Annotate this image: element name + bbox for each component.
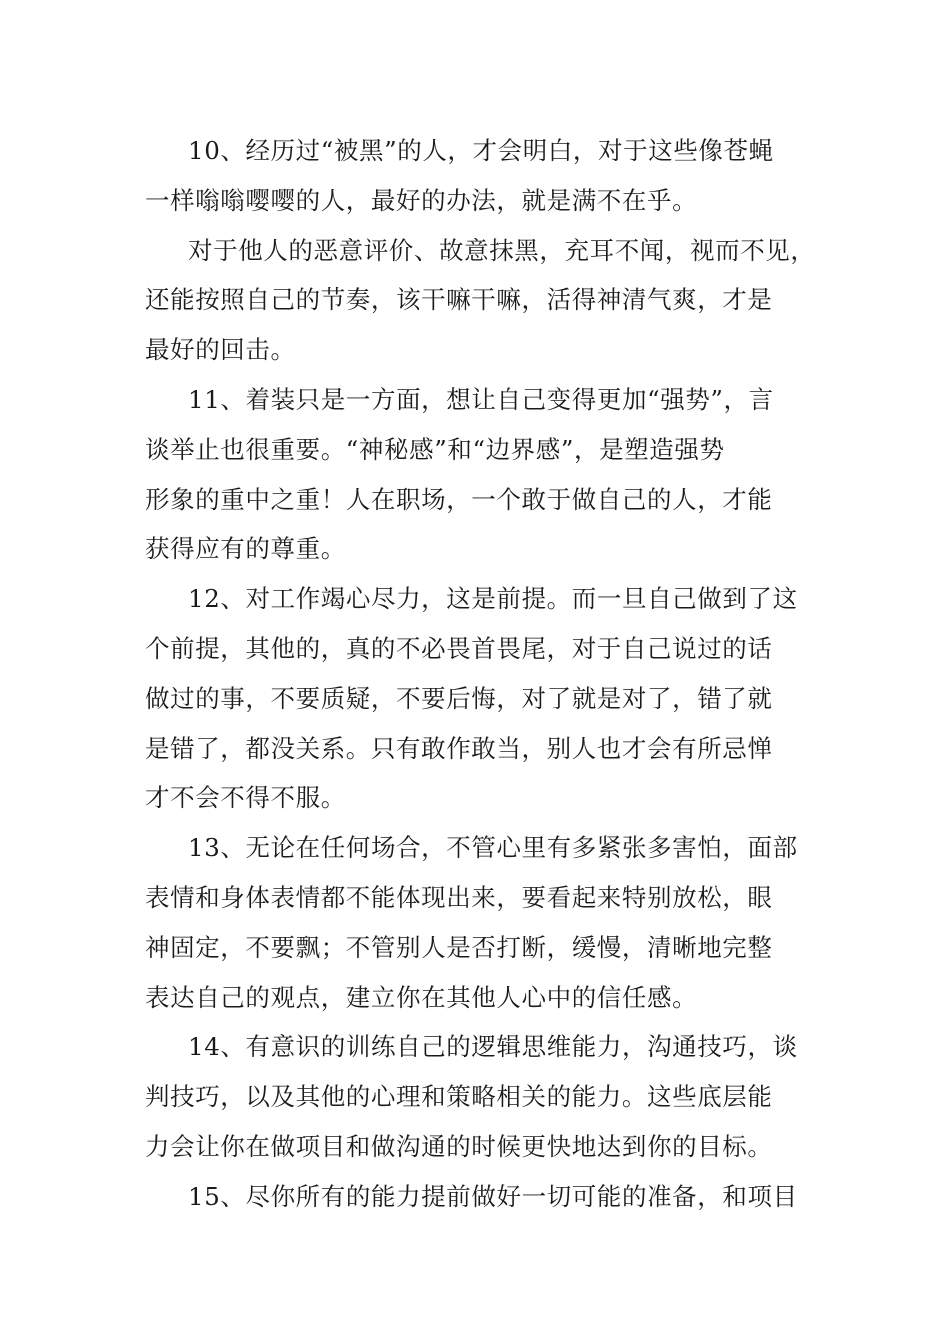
text-line: 做过的事，不要质疑，不要后悔，对了就是对了，错了就 [145,683,773,713]
text-line: 神固定，不要飘；不管别人是否打断，缓慢，清晰地完整 [145,932,773,962]
text-line: 一样嗡嗡嘤嘤的人，最好的办法，就是满不在乎。 [145,185,698,215]
text-line: 14、有意识的训练自己的逻辑思维能力，沟通技巧，谈 [188,1032,798,1062]
text-line: 15、尽你所有的能力提前做好一切可能的准备，和项目 [188,1181,798,1211]
text-line: 个前提，其他的，真的不必畏首畏尾，对于自己说过的话 [145,633,773,663]
text-line: 是错了，都没关系。只有敢作敢当，别人也才会有所忌惮 [145,733,773,763]
text-line: 12、对工作竭心尽力，这是前提。而一旦自己做到了这 [188,584,798,614]
text-line: 表达自己的观点，建立你在其他人心中的信任感。 [145,982,698,1012]
text-line: 还能按照自己的节奏，该干嘛干嘛，活得神清气爽，才是 [145,285,773,315]
text-line: 11、着装只是一方面，想让自己变得更加“强势”，言 [188,384,774,414]
text-line: 才不会不得不服。 [145,783,346,813]
body-text [145,126,815,1222]
text-line: 谈举止也很重要。“神秘感”和“边界感”，是塑造强势 [145,434,725,464]
text-line: 对于他人的恶意评价、故意抹黑，充耳不闻，视而不见， [188,235,816,265]
text-line: 10、经历过“被黑”的人，才会明白，对于这些像苍蝇 [188,136,774,165]
text-line: 最好的回击。 [145,335,296,365]
text-line: 判技巧，以及其他的心理和策略相关的能力。这些底层能 [145,1082,773,1112]
text-line: 表情和身体表情都不能体现出来，要看起来特别放松，眼 [145,882,773,912]
text-line: 13、无论在任何场合，不管心里有多紧张多害怕，面部 [188,833,798,863]
text-line: 力会让你在做项目和做沟通的时候更快地达到你的目标。 [145,1131,773,1161]
text-line: 获得应有的尊重。 [145,534,346,564]
text-line: 形象的重中之重！人在职场，一个敢于做自己的人，才能 [145,484,773,514]
